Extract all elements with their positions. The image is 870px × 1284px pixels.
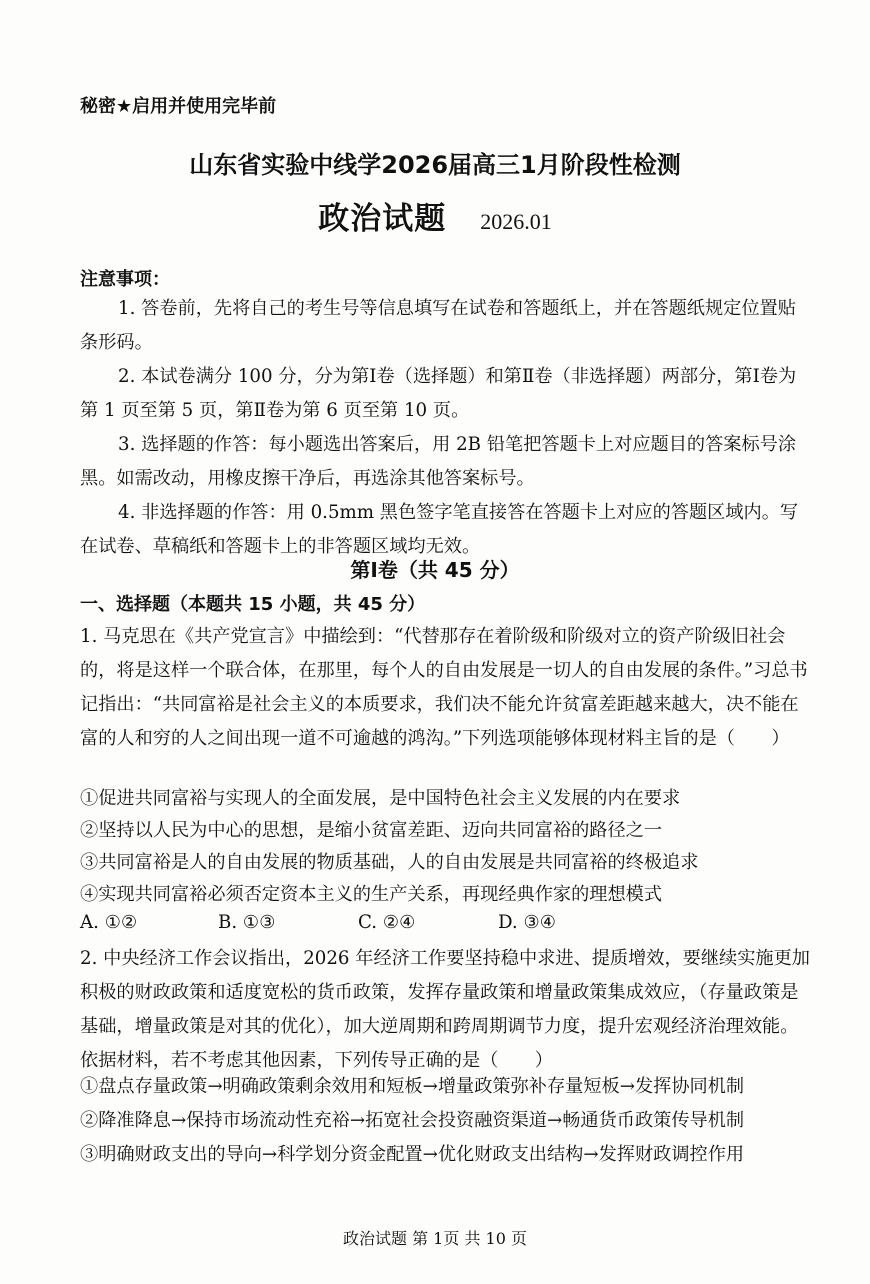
question-option: ③共同富裕是人的自由发展的物质基础，人的自由发展是共同富裕的终极追求 [80, 852, 699, 873]
question-stem: 1. 马克思在《共产党宣言》中描绘到：“代替那存在着阶级和阶级对立的资产阶级旧社会的，将是这样一个联合体，在那里，每个人的自由发展是一切人的自由发展的条件。”习总书记指出：“共同富裕是社会主义的本质要求，我们决不能允许贫富差距越来越大，决不能在富的人和穷的人之间出现一道不可逾越的鸿沟。”下列选项能够体现材料主旨的是（ ） [80, 626, 808, 749]
exam-date: 2026.01 [480, 209, 552, 234]
subject-title: 政治试题 [318, 201, 447, 237]
notice-item: 1. 答卷前，先将自己的考生号等信息填写在试卷和答题纸上，并在答题纸规定位置贴条形码。 [80, 298, 796, 353]
choice-b: B. ①③ [218, 912, 276, 933]
question-stem: 2. 中央经济工作会议指出，2026 年经济工作要坚持稳中求进、提质增效，要继续实施更加积极的财政政策和适度宽松的货币政策，发挥存量政策和增量政策集成效应，（存量政策是基础，增量政策是对其的优化），加大逆周期和跨周期调节力度，提升宏观经济治理效能。依据材料，若不考虑其他因素，下列传导正确的是（ ） [80, 948, 810, 1071]
notice-item: 2. 本试卷满分 100 分，分为第Ⅰ卷（选择题）和第Ⅱ卷（非选择题）两部分，第Ⅰ卷为第 1 页至第 5 页，第Ⅱ卷为第 6 页至第 10 页。 [80, 366, 797, 421]
question-option: ②降准降息→保持市场流动性充裕→拓宽社会投资融资渠道→畅通货币政策传导机制 [80, 1110, 745, 1131]
choice-a: A. ①② [80, 912, 138, 933]
question-option: ②坚持以人民为中心的思想，是缩小贫富差距、迈向共同富裕的路径之一 [80, 820, 663, 841]
page-footer: 政治试题 第 1页 共 10 页 [343, 1229, 527, 1248]
choice-d: D. ③④ [498, 912, 557, 933]
answer-choices [80, 912, 556, 933]
notice-item: 3. 选择题的作答：每小题选出答案后，用 2B 铅笔把答题卡上对应题目的答案标号涂黑。如需改动，用橡皮擦干净后，再选涂其他答案标号。 [80, 434, 797, 489]
choice-c: C. ②④ [358, 912, 416, 933]
notice-title: 注意事项： [80, 269, 170, 290]
school-title: 山东省实验中线学2026届高三1月阶段性检测 [189, 151, 681, 179]
section-title: 第Ⅰ卷（共 45 分） [350, 558, 520, 582]
question-option: ①盘点存量政策→明确政策剩余效用和短板→增量政策弥补存量短板→发挥协同机制 [80, 1076, 745, 1097]
part-title: 一、选择题（本题共 15 小题，共 45 分） [80, 594, 426, 615]
subject-line [0, 193, 870, 238]
question-option: ④实现共同富裕必须否定资本主义的生产关系，再现经典作家的理想模式 [80, 884, 663, 905]
confidential-label: 秘密★启用并使用完毕前 [80, 96, 277, 117]
notice-item: 4. 非选择题的作答：用 0.5mm 黑色签字笔直接答在答题卡上对应的答题区域内。写在试卷、草稿纸和答题卡上的非答题区域均无效。 [80, 502, 799, 557]
question-option: ①促进共同富裕与实现人的全面发展，是中国特色社会主义发展的内在要求 [80, 788, 681, 809]
question-option: ③明确财政支出的导向→科学划分资金配置→优化财政支出结构→发挥财政调控作用 [80, 1144, 745, 1165]
